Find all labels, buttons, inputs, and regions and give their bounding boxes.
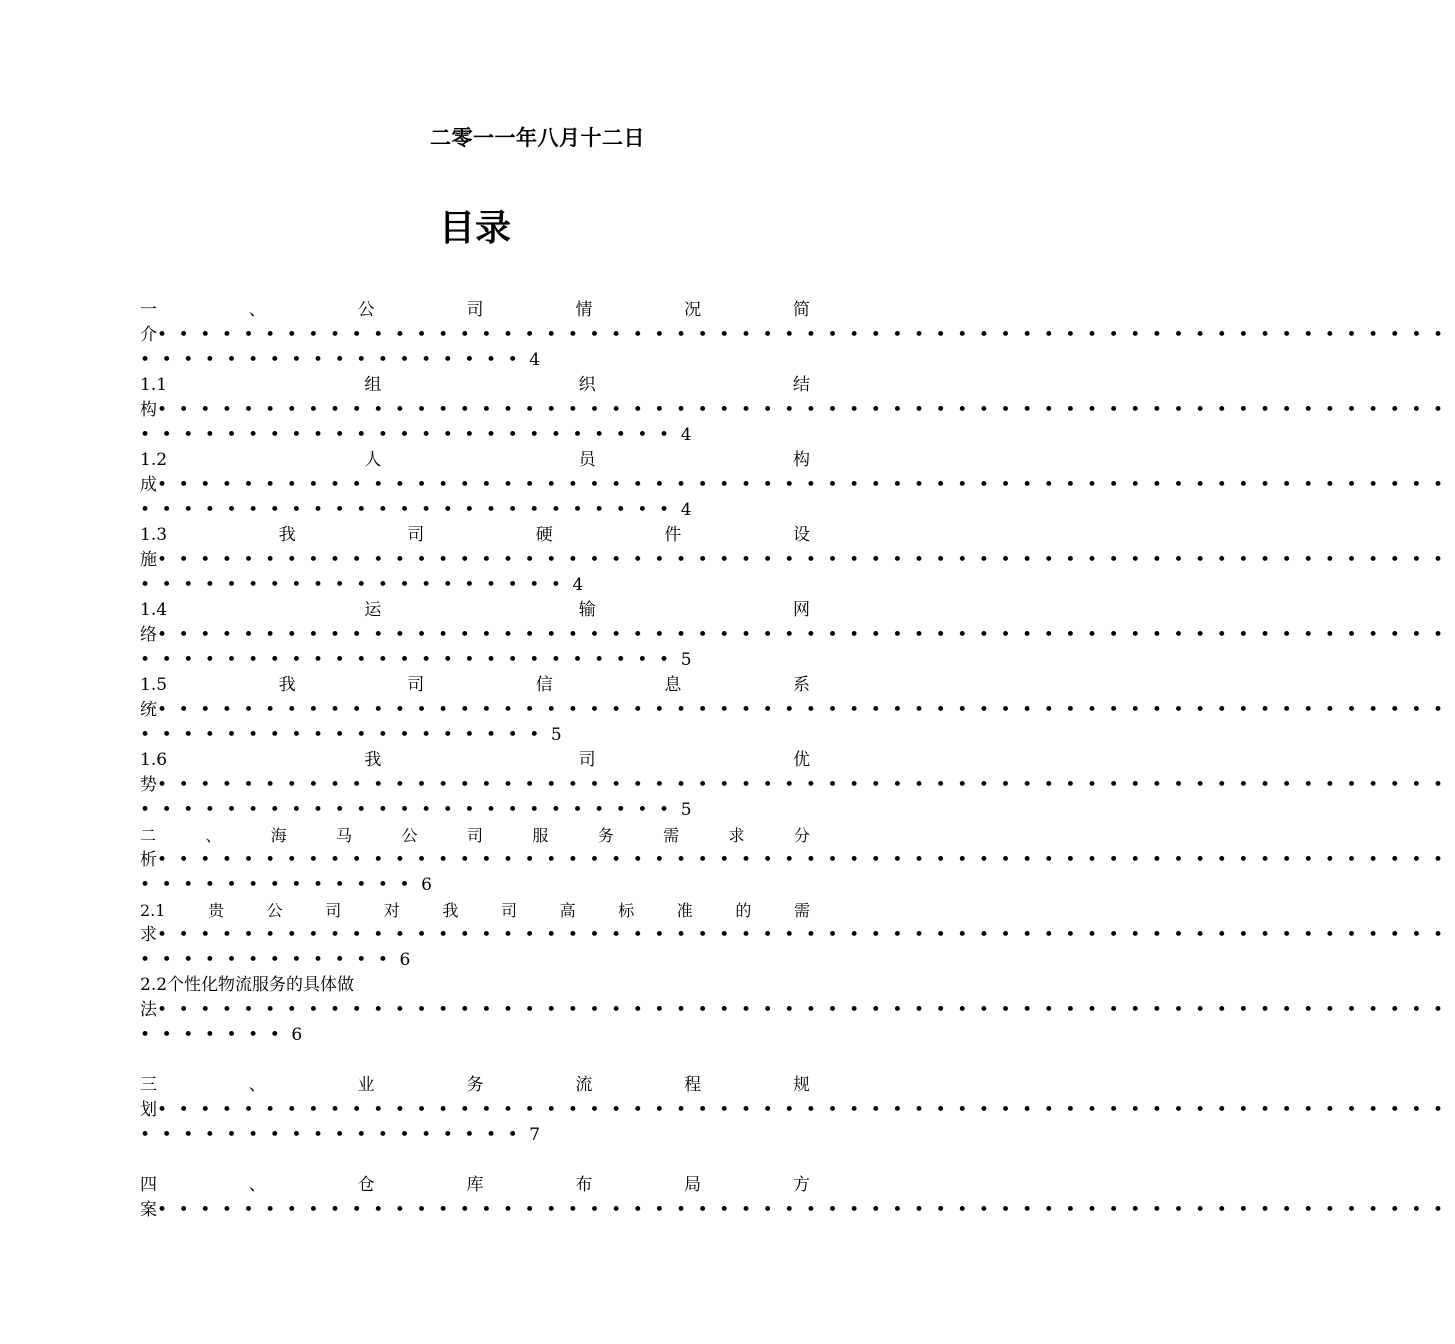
toc-entry-heading xyxy=(140,1173,810,1198)
toc-entry-heading xyxy=(140,973,810,998)
dot-leader: •••••••••••••••••••••••••••••••••••••••••••••••••••••••••••• xyxy=(157,850,1455,870)
toc-heading-char: 1.5 xyxy=(140,675,168,695)
dot-leader: ••••••••••••••••••••••••• xyxy=(140,425,681,445)
toc-heading-char: 公 xyxy=(266,901,283,920)
dot-leader: •••••••••••••••••••••••••••••••••••••••••••••••••••••••••••• xyxy=(157,700,1455,720)
toc-heading-char: 我 xyxy=(278,675,296,695)
toc-heading-char: 高 xyxy=(559,901,576,920)
toc-entry-heading xyxy=(140,898,810,923)
toc-entry-leader xyxy=(140,398,1455,423)
toc-page-number: 4 xyxy=(680,500,692,520)
toc-heading-char: 结 xyxy=(792,375,810,395)
toc-heading-char: 织 xyxy=(578,375,596,395)
toc-heading-char: 公 xyxy=(401,826,418,845)
toc-heading-char: 务 xyxy=(597,826,614,845)
toc-entry-leader xyxy=(140,698,1455,723)
toc-heading-char: 对 xyxy=(383,901,400,920)
toc-entry-heading xyxy=(140,748,810,773)
document-date: 二零一一年八月十二日 xyxy=(430,126,645,150)
dot-leader: ••••••••••••••••••• xyxy=(140,725,551,745)
toc-entry[interactable] xyxy=(140,448,1455,523)
toc-heading-char: 司 xyxy=(407,525,425,545)
toc-lead-char: 构 xyxy=(140,400,157,420)
toc-entry[interactable] xyxy=(140,373,1455,448)
dot-leader: •••••••••••••••••••••••••••••••••••••••••••••••••••••••••••• xyxy=(157,400,1455,420)
toc-heading-char: 构 xyxy=(792,450,810,470)
dot-leader: ••••••••••••••••••••••••• xyxy=(140,500,681,520)
toc-entry-page-line xyxy=(140,348,810,373)
dot-leader: ••••••••••••••••••••••••• xyxy=(140,650,681,670)
toc-heading-char: 司 xyxy=(578,750,596,770)
toc-heading-char: 1.2 xyxy=(140,450,168,470)
toc-heading-char: 情 xyxy=(575,300,593,320)
toc-heading-char: 布 xyxy=(575,1175,593,1195)
toc-heading-char: 员 xyxy=(578,450,596,470)
toc-entry[interactable] xyxy=(140,598,1455,673)
toc-entry-heading xyxy=(140,673,810,698)
toc-entry[interactable] xyxy=(140,748,1455,823)
toc-entry-leader xyxy=(140,998,1455,1023)
toc-heading-char: 件 xyxy=(664,525,682,545)
toc-entry[interactable] xyxy=(140,523,1455,598)
toc-page-number: 7 xyxy=(529,1125,541,1145)
toc-entry-page-line xyxy=(140,1023,810,1048)
toc-heading-char: 需 xyxy=(793,901,810,920)
toc-heading-char: 标 xyxy=(618,901,635,920)
toc-heading-char: 服 xyxy=(532,826,549,845)
dot-leader: •••••••••••••••••••••••••••••••••••••••••••••••••••••••••••• xyxy=(157,475,1455,495)
toc-entry-leader xyxy=(140,548,1455,573)
toc-entry[interactable] xyxy=(140,298,1455,373)
toc-heading-char: 库 xyxy=(466,1175,484,1195)
toc-heading-char: 1.6 xyxy=(140,750,168,770)
toc-entry-heading xyxy=(140,448,810,473)
toc-page-number: 5 xyxy=(550,725,562,745)
table-of-contents xyxy=(140,298,1455,1223)
dot-leader: •••••••••••••••••••••••••••••••••••••••••••••••••••••••••••• xyxy=(157,925,1455,945)
toc-heading-char: 方 xyxy=(792,1175,810,1195)
toc-entry-heading xyxy=(140,298,810,323)
toc-heading-char: 1.4 xyxy=(140,600,168,620)
toc-heading-char: 司 xyxy=(407,675,425,695)
dot-leader: •••••••••••••••••••••••••••••••••••••••••••••••••••••••••••• xyxy=(157,1100,1455,1120)
toc-heading-char: 设 xyxy=(792,525,810,545)
toc-heading-char: 需 xyxy=(663,826,680,845)
toc-entry-page-line xyxy=(140,798,810,823)
toc-page-number: 6 xyxy=(399,950,411,970)
dot-leader: ••••••••••••• xyxy=(140,875,422,895)
toc-lead-char: 势 xyxy=(140,775,157,795)
toc-entry-leader xyxy=(140,473,1455,498)
toc-heading-char: 2.1 xyxy=(140,901,166,920)
toc-heading-char: 程 xyxy=(684,1075,702,1095)
toc-heading-char: 司 xyxy=(466,300,484,320)
toc-heading-char: 一 xyxy=(140,300,157,320)
dot-leader: •••••••••••••••••••• xyxy=(140,575,573,595)
toc-heading-char: 海 xyxy=(270,826,287,845)
toc-lead-char: 析 xyxy=(140,850,157,870)
toc-heading-char: 司 xyxy=(325,901,342,920)
toc-heading-char: 我 xyxy=(442,901,459,920)
dot-leader: •••••••••••••••••• xyxy=(140,1125,530,1145)
toc-entry-leader xyxy=(140,323,1455,348)
dot-leader: •••••••••••••••••••••••••••••••••••••••••••••••••••••••••••• xyxy=(157,325,1455,345)
toc-heading-char: 简 xyxy=(792,300,810,320)
toc-heading-char: 网 xyxy=(792,600,810,620)
toc-heading-char: 况 xyxy=(684,300,702,320)
toc-heading-char: 二 xyxy=(140,826,157,845)
toc-entry-page-line xyxy=(140,948,810,973)
toc-heading-char: 信 xyxy=(535,675,553,695)
toc-heading-char: 硬 xyxy=(535,525,553,545)
toc-lead-char: 求 xyxy=(140,925,157,945)
toc-heading-char: 局 xyxy=(684,1175,702,1195)
toc-lead-char: 法 xyxy=(140,1000,157,1020)
toc-heading-char: 流 xyxy=(575,1075,593,1095)
toc-heading-char: 、 xyxy=(248,300,266,320)
toc-heading-char: 优 xyxy=(792,750,810,770)
toc-entry[interactable] xyxy=(140,973,1455,1048)
dot-leader: •••••••••••••••••••••••••••••••••••••••••••••••••••••••••••• xyxy=(157,1000,1455,1020)
dot-leader: •••••••••••••••••••••••••••••••••••••••••••••••••••••••••••• xyxy=(157,625,1455,645)
toc-lead-char: 施 xyxy=(140,550,157,570)
toc-heading-char: 的 xyxy=(735,901,752,920)
dot-leader: •••••••••••• xyxy=(140,950,400,970)
dot-leader: ••••••••••••••••••••••••• xyxy=(140,800,681,820)
toc-heading-char: 分 xyxy=(793,826,810,845)
dot-leader: •••••••••••••••••••••••••••••••••••••••••••••••••••••••••••• xyxy=(157,775,1455,795)
toc-entry-heading xyxy=(140,523,810,548)
toc-heading-char: 、 xyxy=(248,1175,266,1195)
toc-entry-leader xyxy=(140,1198,1455,1223)
toc-entry-page-line xyxy=(140,1123,810,1148)
toc-entry[interactable] xyxy=(140,1173,1455,1223)
toc-heading-char: 、 xyxy=(248,1075,266,1095)
dot-leader: •••••••••••••••••• xyxy=(140,350,530,370)
toc-heading-char: 务 xyxy=(466,1075,484,1095)
toc-spacer xyxy=(140,1148,810,1173)
toc-title: 目录 xyxy=(438,208,511,249)
toc-heading-char: 司 xyxy=(466,826,483,845)
toc-heading-char: 息 xyxy=(664,675,682,695)
toc-heading-char: 、 xyxy=(205,826,222,845)
toc-entry-leader xyxy=(140,848,1455,873)
toc-heading-char: 人 xyxy=(364,450,382,470)
toc-page-number: 4 xyxy=(680,425,692,445)
toc-heading-char: 马 xyxy=(336,826,353,845)
toc-entry-heading xyxy=(140,1073,810,1098)
toc-lead-char: 介 xyxy=(140,325,157,345)
toc-spacer xyxy=(140,1048,810,1073)
toc-entry[interactable] xyxy=(140,823,1455,898)
toc-entry-heading xyxy=(140,373,810,398)
toc-entry[interactable] xyxy=(140,673,1455,748)
toc-lead-char: 络 xyxy=(140,625,157,645)
toc-lead-char: 划 xyxy=(140,1100,157,1120)
toc-entry-page-line xyxy=(140,873,810,898)
toc-heading-char: 贵 xyxy=(208,901,225,920)
toc-entry-leader xyxy=(140,1098,1455,1123)
toc-entry-leader xyxy=(140,623,1455,648)
toc-entry-page-line xyxy=(140,423,810,448)
dot-leader: •••••••••••••••••••••••••••••••••••••••••••••••••••••••••••• xyxy=(157,1200,1455,1220)
toc-page-number: 4 xyxy=(529,350,541,370)
toc-entry-page-line xyxy=(140,573,810,598)
toc-heading-char: 2.2个性化物流服务的具体做 xyxy=(140,975,355,995)
toc-page-number: 6 xyxy=(421,875,432,895)
toc-heading-char: 四 xyxy=(140,1175,157,1195)
toc-entry-page-line xyxy=(140,498,810,523)
toc-entry[interactable] xyxy=(140,1073,1455,1148)
toc-heading-char: 输 xyxy=(578,600,596,620)
toc-entry-heading xyxy=(140,598,810,623)
toc-heading-char: 组 xyxy=(364,375,382,395)
toc-entry-heading xyxy=(140,823,810,848)
toc-heading-char: 求 xyxy=(728,826,745,845)
toc-lead-char: 统 xyxy=(140,700,157,720)
toc-page-number: 6 xyxy=(291,1025,303,1045)
toc-entry-page-line xyxy=(140,723,810,748)
toc-heading-char: 系 xyxy=(792,675,810,695)
dot-leader: •••••••••••••••••••••••••••••••••••••••••••••••••••••••••••• xyxy=(157,550,1455,570)
toc-heading-char: 三 xyxy=(140,1075,157,1095)
toc-heading-char: 1.3 xyxy=(140,525,168,545)
toc-heading-char: 司 xyxy=(501,901,518,920)
toc-lead-char: 案 xyxy=(140,1200,157,1220)
toc-heading-char: 我 xyxy=(364,750,382,770)
toc-heading-char: 运 xyxy=(364,600,382,620)
toc-entry-leader xyxy=(140,923,1455,948)
toc-heading-char: 我 xyxy=(278,525,296,545)
toc-heading-char: 1.1 xyxy=(140,375,168,395)
toc-heading-char: 业 xyxy=(357,1075,375,1095)
toc-entry[interactable] xyxy=(140,898,1455,973)
toc-page-number: 5 xyxy=(680,800,692,820)
toc-heading-char: 规 xyxy=(792,1075,810,1095)
toc-entry-leader xyxy=(140,773,1455,798)
toc-page-number: 4 xyxy=(572,575,584,595)
dot-leader: ••••••• xyxy=(140,1025,292,1045)
toc-entry-page-line xyxy=(140,648,810,673)
toc-heading-char: 准 xyxy=(676,901,693,920)
toc-page-number: 5 xyxy=(680,650,692,670)
toc-heading-char: 公 xyxy=(357,300,375,320)
toc-lead-char: 成 xyxy=(140,475,157,495)
toc-heading-char: 仓 xyxy=(357,1175,375,1195)
